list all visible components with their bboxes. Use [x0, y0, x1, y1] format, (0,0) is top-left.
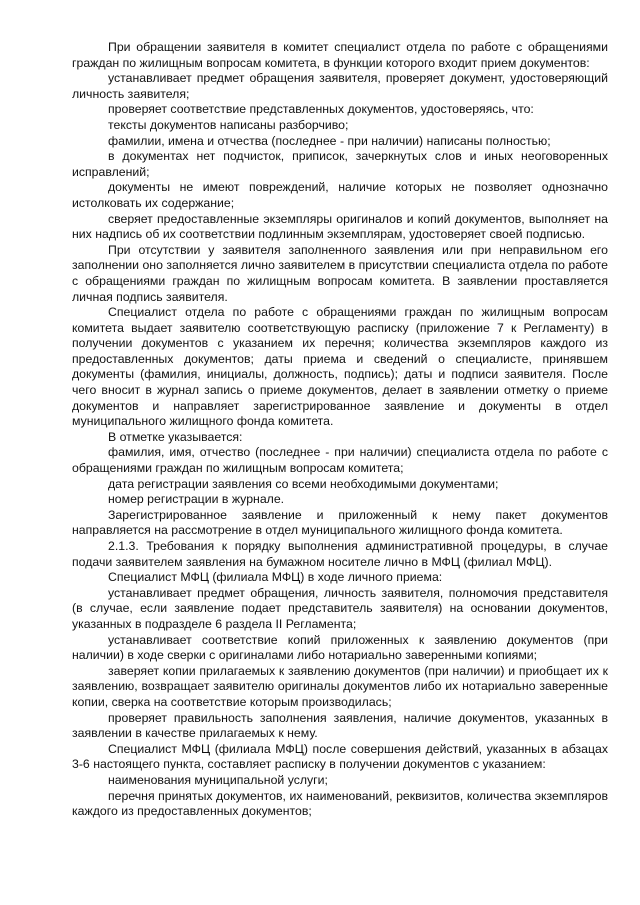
document-page [72, 40, 608, 820]
paragraph-service-name: наименования муниципальной услуги; [108, 772, 328, 787]
paragraph-check-conformity: проверяет соответствие представленных документов, удостоверяясь, что: [108, 102, 534, 117]
paragraph-no-damage: документы не имеют повреждений, наличие которых не позволяет однозначно истолковать их содержание; [72, 180, 608, 210]
paragraph-forward-package: Зарегистрированное заявление и приложенный к нему пакет документов направляется на рассмотрение в отдел муниципального жилищного фонда комитета. [72, 507, 608, 538]
paragraph-specialist-name: фамилия, имя, отчество (последнее - при наличии) специалиста отдела по работе с обращениями граждан по жилищным вопросам комитета; [72, 445, 608, 476]
paragraph-verify-copies: сверяет предоставленные экземпляры оригиналов и копий документов, выполняет на них надпись об их соответствии подлинным экземплярам, удостоверяет своей подписью. [72, 211, 608, 242]
paragraph-mark-contents: В отметке указывается: [108, 429, 243, 444]
paragraph-mfc-check-correctness: проверяет правильность заполнения заявления, наличие документов, указанных в заявлении в качестве прилагаемых к нему. [72, 710, 608, 741]
paragraph-mfc-check-copies: устанавливает соответствие копий приложенных к заявлению документов (при наличии) в ходе сверки с оригиналами либо нотариально заверенными копиями; [72, 632, 608, 663]
paragraph-fill-application: При отсутствии у заявителя заполненного заявления или при неправильном его заполнении оно заполняется лично заявителем в присутствии специалиста отдела по работе с обращениями граждан по жилищным вопросам комитета. В заявлении проставляется личная подпись заявителя. [72, 242, 608, 304]
paragraph-mfc-establish: устанавливает предмет обращения, личность заявителя, полномочия представителя (в случае, если заявление подает представитель заявителя) на основании документов, указанных в подразделе 6 раздела II Регламента; [72, 585, 608, 631]
paragraph-registration-number: номер регистрации в журнале. [108, 492, 285, 507]
paragraph-registration-date: дата регистрации заявления со всеми необходимыми документами; [108, 476, 499, 491]
paragraph-no-erasures: в документах нет подчисток, приписок, зачеркнутых слов и иных неоговоренных исправлений; [72, 149, 608, 179]
paragraph-section-2-1-3: 2.1.3. Требования к порядку выполнения административной процедуры, в случае подачи заявителем заявления на бумажном носителе лично в МФЦ (филиал МФЦ). [72, 539, 608, 569]
paragraph-issue-receipt: Специалист отдела по работе с обращениями граждан по жилищным вопросам комитета выдает заявителю соответствующую расписку (приложение 7 к Регламенту) в получении документов с указанием их перечня; количества экземпляров каждого из предоставленных документов; даты приема и сведений о специалисте, принявшем документы (фамилия, инициалы, должность, подпись); даты и подписи заявителя. После чего вносит в журнал запись о приеме документов, делает в заявлении отметку о приеме документов и направляет зарегистрированное заявление и документы в отдел муниципального жилищного фонда комитета. [72, 305, 608, 429]
paragraph-texts-legible: тексты документов написаны разборчиво; [108, 117, 349, 132]
paragraph-mfc-reception: Специалист МФЦ (филиала МФЦ) в ходе личного приема: [108, 570, 443, 585]
paragraph-documents-list: перечня принятых документов, их наименований, реквизитов, количества экземпляров каждого из предоставленных документов; [72, 788, 608, 819]
paragraph-establish-subject: устанавливает предмет обращения заявителя, проверяет документ, удостоверяющий личность заявителя; [72, 71, 608, 101]
paragraph-names-full: фамилии, имена и отчества (последнее - при наличии) написаны полностью; [108, 133, 551, 148]
paragraph-intro: При обращении заявителя в комитет специалист отдела по работе с обращениями граждан по жилищным вопросам комитета, в функции которого входит прием документов: [72, 40, 608, 70]
paragraph-mfc-certify-copies: заверяет копии прилагаемых к заявлению документов (при наличии) и приобщает их к заявлению, возвращает заявителю оригиналы документов либо их нотариально заверенные копии, сверка на соответствие которым производилась; [72, 663, 608, 709]
paragraph-mfc-receipt: Специалист МФЦ (филиала МФЦ) после совершения действий, указанных в абзацах 3-6 настоящего пункта, составляет расписку в получении документов с указанием: [72, 741, 608, 772]
